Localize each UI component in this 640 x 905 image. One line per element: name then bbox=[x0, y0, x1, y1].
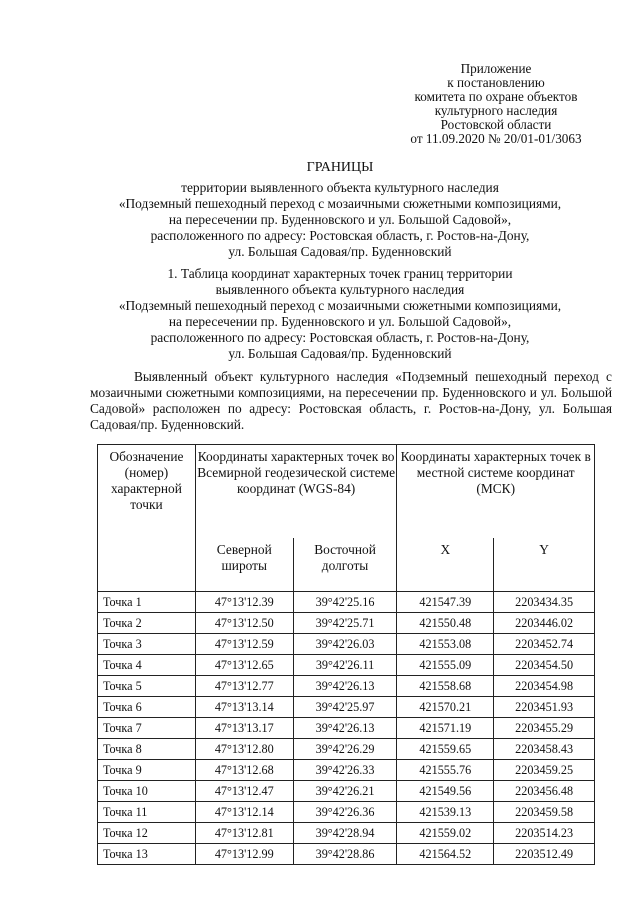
cell-point: Точка 12 bbox=[98, 823, 196, 844]
table-row bbox=[98, 760, 595, 781]
cell-x: 421571.19 bbox=[397, 718, 494, 739]
cell-point: Точка 2 bbox=[98, 613, 196, 634]
appendix-block bbox=[386, 62, 606, 146]
section-line: расположенного по адресу: Ростовская область, г. Ростов-на-Дону, bbox=[150, 330, 530, 345]
cell-x: 421549.56 bbox=[397, 781, 494, 802]
cell-x: 421547.39 bbox=[397, 592, 494, 613]
section-line: ул. Большая Садовая/пр. Буденновский bbox=[228, 346, 452, 361]
cell-north: 47°13'12.77 bbox=[195, 676, 293, 697]
cell-x: 421559.02 bbox=[397, 823, 494, 844]
cell-y: 2203512.49 bbox=[494, 844, 595, 865]
heading-line: территории выявленного объекта культурного наследия bbox=[181, 180, 499, 195]
cell-x: 421553.08 bbox=[397, 634, 494, 655]
cell-x: 421570.21 bbox=[397, 697, 494, 718]
cell-y: 2203454.98 bbox=[494, 676, 595, 697]
appendix-line: культурного наследия bbox=[434, 103, 558, 118]
header-x: X bbox=[397, 538, 494, 592]
cell-east: 39°42'28.86 bbox=[293, 844, 397, 865]
cell-y: 2203514.23 bbox=[494, 823, 595, 844]
cell-x: 421555.76 bbox=[397, 760, 494, 781]
cell-point: Точка 9 bbox=[98, 760, 196, 781]
appendix-line: от 11.09.2020 № 20/01-01/3063 bbox=[410, 131, 582, 146]
cell-east: 39°42'26.29 bbox=[293, 739, 397, 760]
section-line: на пересечении пр. Буденновского и ул. Большой Садовой», bbox=[168, 314, 512, 329]
cell-y: 2203459.58 bbox=[494, 802, 595, 823]
cell-east: 39°42'25.71 bbox=[293, 613, 397, 634]
cell-x: 421539.13 bbox=[397, 802, 494, 823]
appendix-line: к постановлению bbox=[447, 75, 545, 90]
cell-y: 2203451.93 bbox=[494, 697, 595, 718]
section-line: «Подземный пешеходный переход с мозаичными сюжетными композициями, bbox=[118, 298, 562, 313]
table-row bbox=[98, 781, 595, 802]
cell-north: 47°13'12.81 bbox=[195, 823, 293, 844]
cell-north: 47°13'12.39 bbox=[195, 592, 293, 613]
cell-east: 39°42'26.21 bbox=[293, 781, 397, 802]
cell-east: 39°42'26.13 bbox=[293, 676, 397, 697]
cell-point: Точка 13 bbox=[98, 844, 196, 865]
cell-y: 2203456.48 bbox=[494, 781, 595, 802]
cell-x: 421559.65 bbox=[397, 739, 494, 760]
cell-y: 2203458.43 bbox=[494, 739, 595, 760]
cell-x: 421564.52 bbox=[397, 844, 494, 865]
cell-east: 39°42'26.36 bbox=[293, 802, 397, 823]
appendix-line: Приложение bbox=[460, 61, 532, 76]
section-line: выявленного объекта культурного наследия bbox=[215, 282, 465, 297]
document-title: ГРАНИЦЫ bbox=[306, 160, 374, 175]
cell-point: Точка 8 bbox=[98, 739, 196, 760]
heading-line: ул. Большая Садовая/пр. Буденновский bbox=[228, 244, 452, 259]
appendix-line: комитета по охране объектов bbox=[414, 89, 578, 104]
table-row bbox=[98, 844, 595, 865]
cell-y: 2203455.29 bbox=[494, 718, 595, 739]
table-row bbox=[98, 592, 595, 613]
cell-y: 2203446.02 bbox=[494, 613, 595, 634]
cell-north: 47°13'12.59 bbox=[195, 634, 293, 655]
table-row bbox=[98, 718, 595, 739]
cell-point: Точка 1 bbox=[98, 592, 196, 613]
cell-north: 47°13'12.50 bbox=[195, 613, 293, 634]
cell-point: Точка 7 bbox=[98, 718, 196, 739]
section-heading bbox=[60, 266, 620, 362]
cell-north: 47°13'12.14 bbox=[195, 802, 293, 823]
table-row bbox=[98, 676, 595, 697]
cell-east: 39°42'25.97 bbox=[293, 697, 397, 718]
table-row bbox=[98, 634, 595, 655]
table-row bbox=[98, 802, 595, 823]
cell-point: Точка 3 bbox=[98, 634, 196, 655]
coordinates-table bbox=[97, 444, 595, 865]
table-row bbox=[98, 655, 595, 676]
cell-east: 39°42'26.03 bbox=[293, 634, 397, 655]
description-paragraph: Выявленный объект культурного наследия «Подземный пешеходный переход с мозаичными сюжетными композициями, на пересечении пр. Буденновского и ул. Большой Садовой» расположен по адресу: Ростовская область, г. Ростов-на-Дону, ул. Большая Садовая/пр. Буденновский. bbox=[90, 369, 612, 432]
heading-line: «Подземный пешеходный переход с мозаичными сюжетными композициями, bbox=[118, 196, 562, 211]
cell-point: Точка 5 bbox=[98, 676, 196, 697]
cell-east: 39°42'26.11 bbox=[293, 655, 397, 676]
cell-east: 39°42'26.33 bbox=[293, 760, 397, 781]
header-east: Восточной долготы bbox=[293, 538, 397, 592]
heading-line: на пересечении пр. Буденновского и ул. Большой Садовой», bbox=[168, 212, 512, 227]
cell-point: Точка 4 bbox=[98, 655, 196, 676]
table-row bbox=[98, 613, 595, 634]
cell-north: 47°13'12.65 bbox=[195, 655, 293, 676]
cell-x: 421550.48 bbox=[397, 613, 494, 634]
cell-north: 47°13'12.47 bbox=[195, 781, 293, 802]
cell-y: 2203452.74 bbox=[494, 634, 595, 655]
appendix-line: Ростовской области bbox=[440, 117, 552, 132]
header-point: Обозначение (номер) характерной точки bbox=[98, 445, 196, 539]
cell-north: 47°13'12.99 bbox=[195, 844, 293, 865]
heading-block bbox=[60, 180, 620, 260]
section-line: 1. Таблица координат характерных точек границ территории bbox=[167, 266, 513, 281]
cell-point: Точка 6 bbox=[98, 697, 196, 718]
cell-north: 47°13'13.14 bbox=[195, 697, 293, 718]
header-wgs: Координаты характерных точек во Всемирной геодезической системе координат (WGS-84) bbox=[195, 445, 397, 539]
table-row bbox=[98, 697, 595, 718]
header-y: Y bbox=[494, 538, 595, 592]
cell-y: 2203454.50 bbox=[494, 655, 595, 676]
cell-north: 47°13'12.80 bbox=[195, 739, 293, 760]
cell-point: Точка 11 bbox=[98, 802, 196, 823]
cell-y: 2203459.25 bbox=[494, 760, 595, 781]
cell-north: 47°13'12.68 bbox=[195, 760, 293, 781]
table-row bbox=[98, 739, 595, 760]
cell-point: Точка 10 bbox=[98, 781, 196, 802]
cell-east: 39°42'28.94 bbox=[293, 823, 397, 844]
header-empty bbox=[98, 538, 196, 592]
header-north: Северной широты bbox=[195, 538, 293, 592]
cell-y: 2203434.35 bbox=[494, 592, 595, 613]
cell-east: 39°42'25.16 bbox=[293, 592, 397, 613]
header-msk: Координаты характерных точек в местной системе координат (МСК) bbox=[397, 445, 595, 539]
cell-x: 421558.68 bbox=[397, 676, 494, 697]
cell-north: 47°13'13.17 bbox=[195, 718, 293, 739]
table-row bbox=[98, 823, 595, 844]
cell-east: 39°42'26.13 bbox=[293, 718, 397, 739]
heading-line: расположенного по адресу: Ростовская область, г. Ростов-на-Дону, bbox=[150, 228, 530, 243]
cell-x: 421555.09 bbox=[397, 655, 494, 676]
